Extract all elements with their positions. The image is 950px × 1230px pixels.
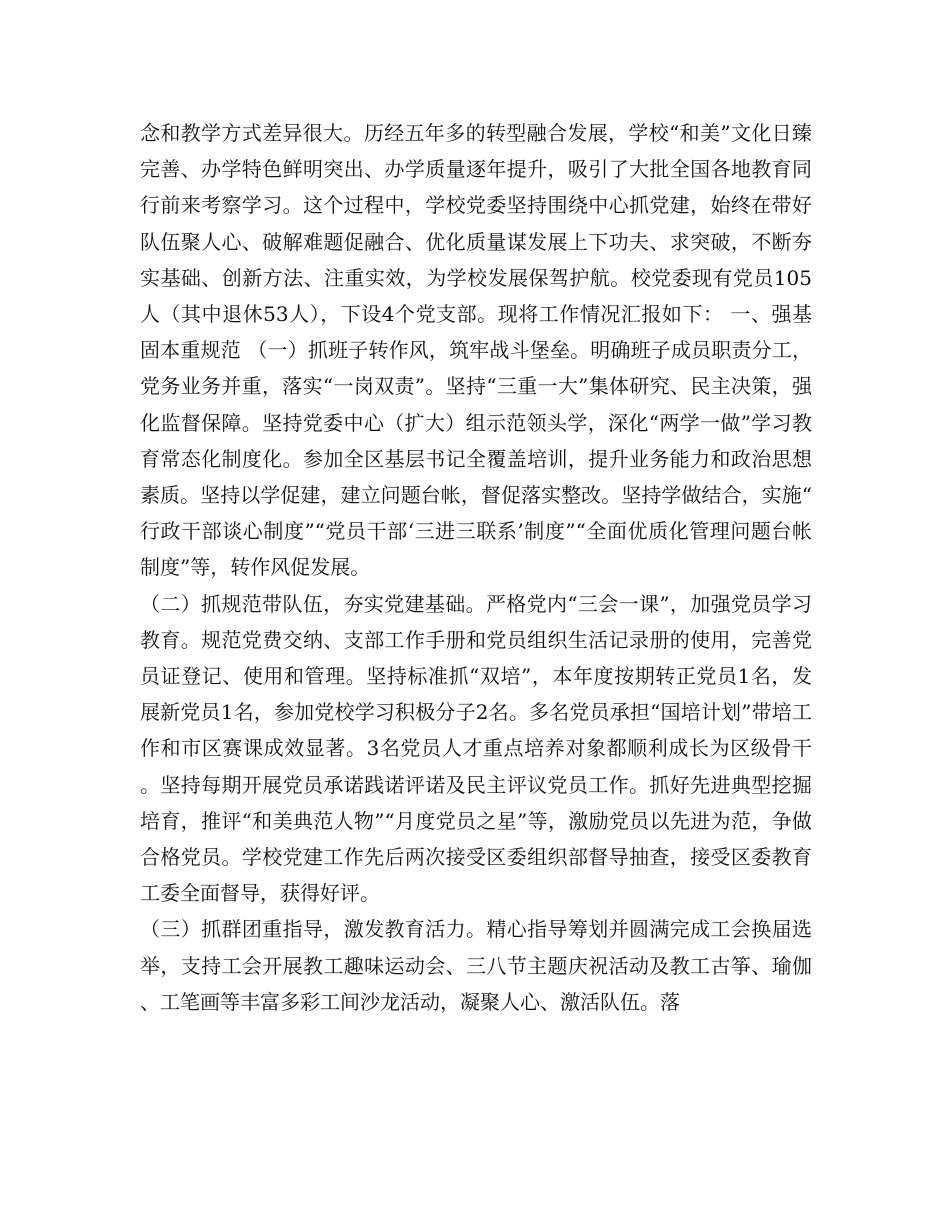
paragraph-section-2: （二）抓规范带队伍，夯实党建基础。严格党内“三会一课”，加强党员学习教育。规范党费交纳、支部工作手册和党员组织生活记录册的使用，完善党员证登记、使用和管理。坚持标准抓“双培”，本年度按期转正党员1名，发展新党员1名，参加党校学习积极分子2名。多名党员承担“国培计划”带培工作和市区赛课成效显著。3名党员人才重点培养对象都顺利成长为区级骨干。坚持每期开展党员承诺践诺评诺及民主评议党员工作。抓好先进典型挖掘培育，推评“和美典范人物”“月度党员之星”等，激励党员以先进为范，争做合格党员。学校党建工作先后两次接受区委组织部督导抽查，接受区委教育工委全面督导，获得好评。: [140, 591, 812, 906]
document-page: [140, 115, 812, 1020]
paragraph-section-3: （三）抓群团重指导，激发教育活力。精心指导筹划并圆满完成工会换届选举，支持工会开展教工趣味运动会、三八节主题庆祝活动及教工古筝、瑜伽、工笔画等丰富多彩工间沙龙活动，凝聚人心、激活队伍。落: [140, 917, 812, 1014]
paragraph-intro: 念和教学方式差异很大。历经五年多的转型融合发展，学校“和美”文化日臻完善、办学特色鲜明突出、办学质量逐年提升，吸引了大批全国各地教育同行前来考察学习。这个过程中，学校党委坚持围绕中心抓党建，始终在带好队伍聚人心、破解难题促融合、优化质量谋发展上下功夫、求突破，不断夯实基础、创新方法、注重实效，为学校发展保驾护航。校党委现有党员105人（其中退休53人），下设4个党支部。现将工作情况汇报如下： 一、强基固本重规范 （一）抓班子转作风，筑牢战斗堡垒。明确班子成员职责分工，党务业务并重，落实“一岗双责”。坚持“三重一大”集体研究、民主决策，强化监督保障。坚持党委中心（扩大）组示范领头学，深化“两学一做”学习教育常态化制度化。参加全区基层书记全覆盖培训，提升业务能力和政治思想素质。坚持以学促建，建立问题台帐，督促落实整改。坚持学做结合，实施“行政干部谈心制度”“党员干部‘三进三联系’制度”“全面优质化管理问题台帐制度”等，转作风促发展。: [140, 121, 812, 580]
